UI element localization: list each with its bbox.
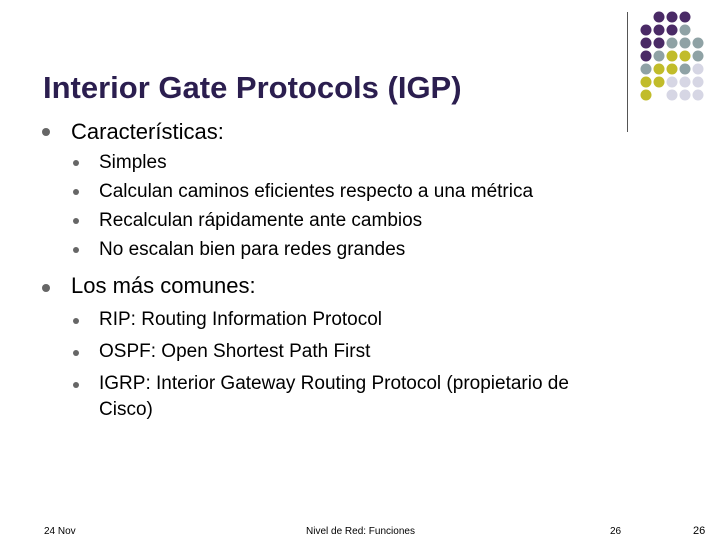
decorative-dot [641,90,652,101]
decorative-dot [680,64,691,75]
list-item: Recalculan rápidamente ante cambios [99,210,423,231]
decorative-dot [680,12,691,23]
bullet [73,350,79,356]
section-heading-mas-comunes: Los más comunes: [71,273,256,298]
list-item: OSPF: Open Shortest Path First [99,341,371,362]
list-item: IGRP: Interior Gateway Routing Protocol (propietario de [99,373,569,394]
decorative-dot [667,90,678,101]
list-item: Simples [99,152,167,173]
bullet [73,189,79,195]
decorative-dot [693,51,704,62]
decorative-dot [641,38,652,49]
list-item: Calculan caminos eficientes respecto a una métrica [99,181,534,202]
list-item: RIP: Routing Information Protocol [99,309,383,330]
decorative-dot [680,90,691,101]
footer-date: 24 Nov [44,526,76,537]
decorative-dot [641,25,652,36]
decorative-dot [680,25,691,36]
page-number: 26 [693,525,706,537]
bullet [73,247,79,253]
decorative-dot [667,12,678,23]
decorative-dot [654,64,665,75]
decorative-dot [641,64,652,75]
decorative-dot [654,77,665,88]
page-title: Interior Gate Protocols (IGP) [43,70,462,105]
decorative-dot [680,77,691,88]
footer-center: Nivel de Red: Funciones [306,526,415,537]
footer-number: 26 [610,526,622,537]
bullet [42,284,50,292]
decorative-dot [667,51,678,62]
list-item: No escalan bien para redes grandes [99,239,406,260]
decorative-dot [667,77,678,88]
decorative-dot [667,38,678,49]
section-heading-caracteristicas: Características: [71,119,224,144]
decorative-dot [680,38,691,49]
list-item-continuation: Cisco) [99,399,153,420]
decorative-dot [641,77,652,88]
decorative-dot [667,25,678,36]
decorative-dot [641,51,652,62]
bullet [73,318,79,324]
decorative-dot [654,12,665,23]
decorative-dot [693,64,704,75]
decorative-dot [693,38,704,49]
decorative-dot [680,51,691,62]
bullet [42,128,50,136]
bullet [73,160,79,166]
bullet [73,218,79,224]
decorative-dot [693,90,704,101]
decorative-dot [654,38,665,49]
decorative-dot [654,51,665,62]
bullet [73,382,79,388]
decorative-dot [654,25,665,36]
decorative-dot [693,77,704,88]
decorative-dot [667,64,678,75]
